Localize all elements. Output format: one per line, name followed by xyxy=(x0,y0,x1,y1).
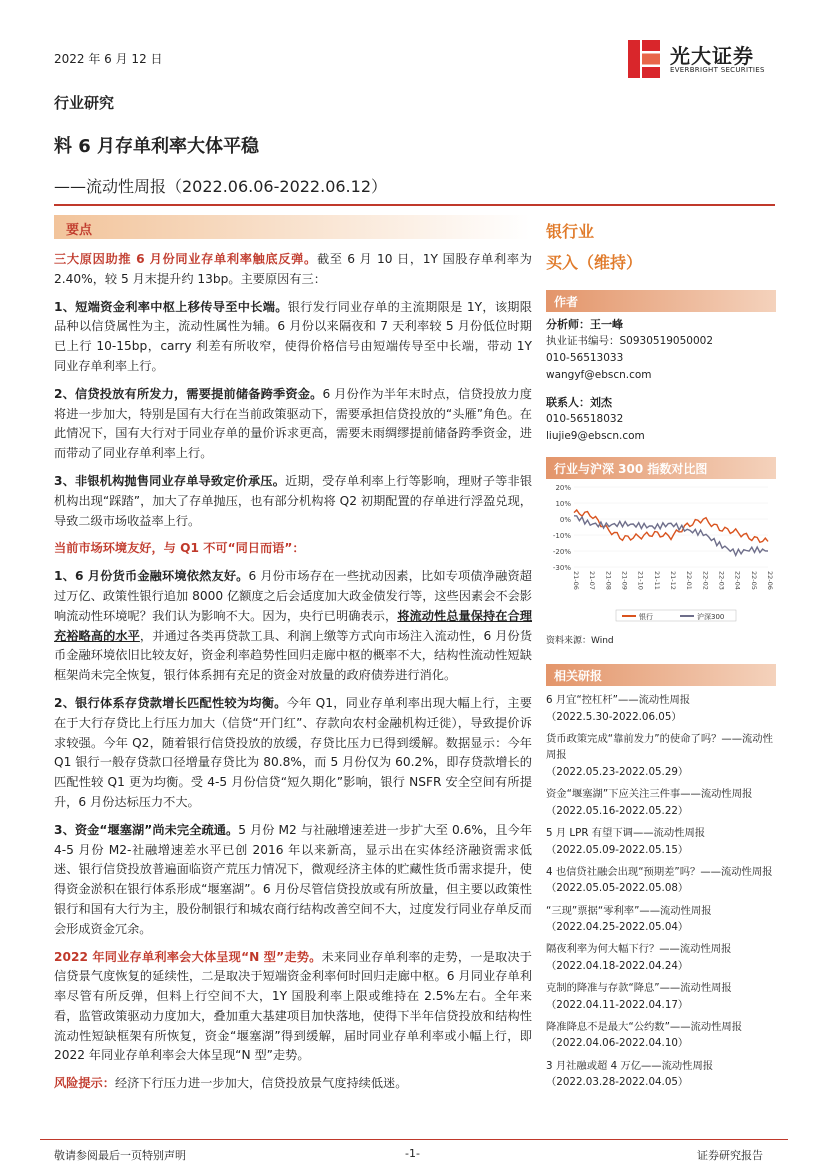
x-tick-label: 21-10 xyxy=(636,571,645,590)
x-tick-label: 22-03 xyxy=(717,571,726,590)
y-tick-label: 10% xyxy=(555,500,571,508)
x-tick-label: 21-06 xyxy=(572,571,580,590)
analyst-email[interactable]: wangyf@ebscn.com xyxy=(546,369,652,381)
related-report-item[interactable] xyxy=(546,980,776,1013)
related-report-date: （2022.05.16-2022.05.22） xyxy=(546,804,689,817)
x-tick-label: 22-01 xyxy=(685,571,694,590)
license-number: 执业证书编号：S0930519050002 xyxy=(546,335,714,347)
related-report-date: （2022.05.23-2022.05.29） xyxy=(546,765,689,778)
bold-text: 2、信贷投放有所发力，需要提前储备跨季资金。 xyxy=(54,386,323,401)
industry-name: 银行业 xyxy=(546,222,595,241)
related-report-date: （2022.5.30-2022.06.05） xyxy=(546,710,682,723)
report-title: 料 6 月存单利率大体平稳 xyxy=(54,136,260,157)
legend-label: 银行 xyxy=(639,613,653,621)
footer-disclaimer: 敬请参阅最后一页特别声明 xyxy=(54,1149,186,1162)
related-report-title[interactable]: 资金“堰塞湖”下应关注三件事——流动性周报 xyxy=(546,788,753,801)
x-tick-label: 21-11 xyxy=(652,571,661,590)
logo-text-cn: 光大证券 xyxy=(670,44,754,68)
keypoints-header-bar xyxy=(54,215,530,239)
bold-text: 3、非银机构抛售同业存单导致定价承压。 xyxy=(54,473,286,488)
related-report-title[interactable]: 5 月 LPR 有望下调——流动性周报 xyxy=(546,826,706,839)
series-line xyxy=(574,516,768,556)
chart-source: 资料来源：Wind xyxy=(546,636,614,646)
paragraph xyxy=(54,472,532,531)
paragraph xyxy=(54,298,532,377)
footer-divider xyxy=(40,1139,788,1140)
footer-label: 证券研究报告 xyxy=(697,1149,763,1162)
body-text: 今年 Q1，同业存单利率出现大幅上行，主要在于大行存贷比上行压力加大（信贷“开门红”、存款向农村金融机构迁徙），导致提价诉求较强。今年 Q2，随着银行信贷投放的放缓，存贷比压力已得到缓解。数据显示：今年 Q1 银行一般存贷款口径增量存贷比为 80.8%，而 5 月份仅为 60.2%，即存贷款增长的匹配性较 Q1 更为均衡。受 4-5 月份信贷“短久期化”影响，银行 NSFR 安全空间有所提升，6 月份达标压力不大。 xyxy=(54,695,532,809)
sidebar xyxy=(546,215,776,1096)
underlined-text: 将流动性总量保持在合理充裕略高的水平 xyxy=(54,608,533,643)
contact-email[interactable]: liujie9@ebscn.com xyxy=(546,430,645,442)
related-report-title[interactable]: 降准降息不是最大“公约数”——流动性周报 xyxy=(546,1020,743,1033)
risk-label: 风险提示： xyxy=(54,1076,115,1091)
x-tick-label: 22-02 xyxy=(701,571,710,590)
related-report-item[interactable] xyxy=(546,1019,776,1052)
body-text: 6 月份作为半年末时点，信贷投放力度将进一步加大，特别是国有大行在当前政策驱动下，需要承担信贷投放的“头雁”角色。在此情况下，国有大行对于同业存单的量价诉求更高，需要未雨绸缪提前储备跨季资金，进而带动了同业存单利率上行。 xyxy=(54,386,532,461)
rating: 买入（维持） xyxy=(546,253,643,272)
related-report-title[interactable]: 克制的降准与存款“降息”——流动性周报 xyxy=(546,982,732,995)
related-report-date: （2022.04.18-2022.04.24） xyxy=(546,959,689,972)
bold-text: 1、短端资金利率中枢上移传导至中长端。 xyxy=(54,299,288,314)
bold-text: 1、6 月份货币金融环境依然友好。 xyxy=(54,569,249,584)
y-tick-label: -20% xyxy=(552,548,571,556)
related-report-item[interactable] xyxy=(546,786,776,819)
company-logo xyxy=(626,38,776,80)
page-number: -1- xyxy=(405,1147,420,1160)
paragraph xyxy=(54,694,532,813)
chart-section-header: 行业与沪深 300 指数对比图 xyxy=(546,457,776,479)
body-text: 近期，受存单利率上行等影响，理财子等非银机构出现“踩踏”，加大了存单抛压，也有部分机构将 Q2 初期配置的存单进行浮盈兑现，导致二级市场收益率上行。 xyxy=(54,473,533,528)
author-info xyxy=(546,316,776,445)
related-report-date: （2022.03.28-2022.04.05） xyxy=(546,1076,689,1089)
highlight-text: 三大原因助推 6 月份同业存单利率触底反弹。 xyxy=(54,252,317,266)
contact-phone: 010-56518032 xyxy=(546,413,624,425)
y-tick-label: -10% xyxy=(552,532,571,540)
related-report-date: （2022.04.06-2022.04.10） xyxy=(546,1037,689,1050)
paragraph xyxy=(54,385,532,464)
related-report-item[interactable] xyxy=(546,731,776,781)
y-tick-label: 20% xyxy=(555,484,571,492)
y-tick-label: 0% xyxy=(559,516,571,524)
highlight-text: 当前市场环境友好，与 Q1 不可“同日而语”： xyxy=(54,541,305,556)
report-category: 行业研究 xyxy=(54,94,115,112)
analyst-name: 分析师：王一峰 xyxy=(546,318,623,331)
logo-text-en: EVERBRIGHT SECURITIES xyxy=(670,66,765,74)
paragraph xyxy=(54,567,532,686)
everbright-logo-icon xyxy=(626,38,662,80)
highlight-text: 2022 年同业存单利率会大体呈现“N 型”走势。 xyxy=(54,949,322,964)
bold-text: 3、资金“堰塞湖”尚未完全疏通。 xyxy=(54,822,239,837)
related-report-title[interactable]: 3 月社融或超 4 万亿——流动性周报 xyxy=(546,1059,714,1072)
related-report-title[interactable]: 货币政策完成“靠前发力”的使命了吗？——流动性周报 xyxy=(546,732,773,762)
related-report-item[interactable] xyxy=(546,692,776,725)
related-report-title[interactable]: 6 月宜“控杠杆”——流动性周报 xyxy=(546,694,691,706)
body-text: 未来同业存单利率的走势，一是取决于信贷景气度恢复的延续性，二是取决于短端资金利率何时回归走廊中枢。6 月同业存单利率尽管有所反弹，但料上行空间不大，1Y 国股利率上限或维持在 2.5%左右。全年来看，监管政策驱动力度加大，叠加重大基建项目加快落地，使得下半年信贷投放和结构性流动性短缺框架有所恢复，资金“堰塞湖”得到缓解，届时同业存单利率或小幅上行，即 2022 年同业存单利率会大体呈现“N 型”走势。 xyxy=(54,949,532,1063)
paragraph xyxy=(54,821,532,940)
chart-svg xyxy=(546,479,776,629)
body-text: 截至 6 月 10 日，1Y 国股存单利率为 2.40%，较 5 月末提升约 13bp。主要原因有三： xyxy=(54,252,532,286)
related-report-title[interactable]: 隔夜利率为何大幅下行？——流动性周报 xyxy=(546,943,732,956)
x-tick-label: 21-07 xyxy=(588,571,597,590)
related-report-title[interactable]: 4 也信贷社融会出现“预期差”吗？——流动性周报 xyxy=(546,865,773,878)
related-report-date: （2022.04.11-2022.04.17） xyxy=(546,998,689,1011)
paragraph xyxy=(54,250,532,290)
y-tick-label: -30% xyxy=(552,564,571,572)
author-section-header: 作者 xyxy=(546,290,776,312)
body-text: 银行发行同业存单的主流期限是 1Y，该期限品种以信贷属性为主，流动性属性为辅。6 月份以来隔夜和 7 天利率较 5 月份低位时期已上行 10-15bp，carry 利差有所收窄，使得价格信号由短端传导至中长端，带动 1Y 同业存单利率上行。 xyxy=(54,299,532,373)
related-section-header: 相关研报 xyxy=(546,664,776,686)
body-text: 5 月份 M2 与社融增速差进一步扩大至 0.6%，且今年 4-5 月份 M2-社融增速差水平已创 2016 年以来新高，显示出在实体经济融资需求低迷、银行信贷投放普遍面临资产荒压力情况下，微观经济主体的贮藏性货币需求提升，使得资金淤积在银行体系形成“堰塞湖”。6 月份尽管信贷投放或有所放量，但主要以政策性银行和国有大行为主，股份制银行和城农商行结构改善空间不大，过度发行同业存单反而会形成资金冗余。 xyxy=(54,822,533,936)
main-content xyxy=(54,250,532,1102)
x-tick-label: 22-06 xyxy=(766,571,774,590)
x-tick-label: 22-04 xyxy=(733,571,742,590)
paragraph xyxy=(54,948,532,1067)
bold-text: 2、银行体系存贷款增长匹配性较为均衡。 xyxy=(54,695,287,710)
related-report-date: （2022.04.25-2022.05.04） xyxy=(546,921,689,934)
related-report-date: （2022.05.05-2022.05.08） xyxy=(546,882,689,895)
related-report-item[interactable] xyxy=(546,864,776,897)
related-report-item[interactable] xyxy=(546,1058,776,1091)
x-tick-label: 22-05 xyxy=(749,571,758,590)
contact-name: 联系人：刘杰 xyxy=(546,396,612,409)
comparison-chart xyxy=(546,479,776,629)
x-tick-label: 21-12 xyxy=(669,571,677,590)
related-report-item[interactable] xyxy=(546,941,776,974)
x-tick-label: 21-08 xyxy=(604,571,613,590)
paragraph xyxy=(54,1074,532,1094)
legend-label: 沪深300 xyxy=(697,613,725,621)
related-report-item[interactable] xyxy=(546,903,776,936)
report-date: 2022 年 6 月 12 日 xyxy=(54,52,163,66)
related-report-item[interactable] xyxy=(546,825,776,858)
related-report-title[interactable]: “三现”票据“零利率”——流动性周报 xyxy=(546,904,712,917)
keypoints-label: 要点 xyxy=(66,223,93,238)
body-text: ，并通过各类再贷款工具、利润上缴等方式向市场注入流动性，6 月份货币金融环境依旧比较友好，资金利率趋势性回归走廊中枢的概率不大，结构性流动性短缺框架尚未完全恢复，银行体系拥有充足的资金对放量的政府债券进行消化。 xyxy=(54,628,533,683)
title-divider xyxy=(54,204,775,206)
body-text: 经济下行压力进一步加大，信贷投放景气度持续低迷。 xyxy=(114,1076,408,1091)
report-subtitle: ——流动性周报（2022.06.06-2022.06.12） xyxy=(54,177,387,196)
analyst-phone: 010-56513033 xyxy=(546,352,624,364)
body-text: 6 月份市场存在一些扰动因素，比如专项债净融资超过万亿、政策性银行追加 8000 亿额度之后会适度加大政金债发行等，这些因素会不会影响流动性环境呢？我们认为影响不大。因为，央行已明确表示， xyxy=(54,569,532,623)
x-tick-label: 21-09 xyxy=(620,571,629,590)
paragraph xyxy=(54,539,532,559)
related-report-date: （2022.05.09-2022.05.15） xyxy=(546,843,689,856)
related-reports-list xyxy=(546,692,776,1091)
